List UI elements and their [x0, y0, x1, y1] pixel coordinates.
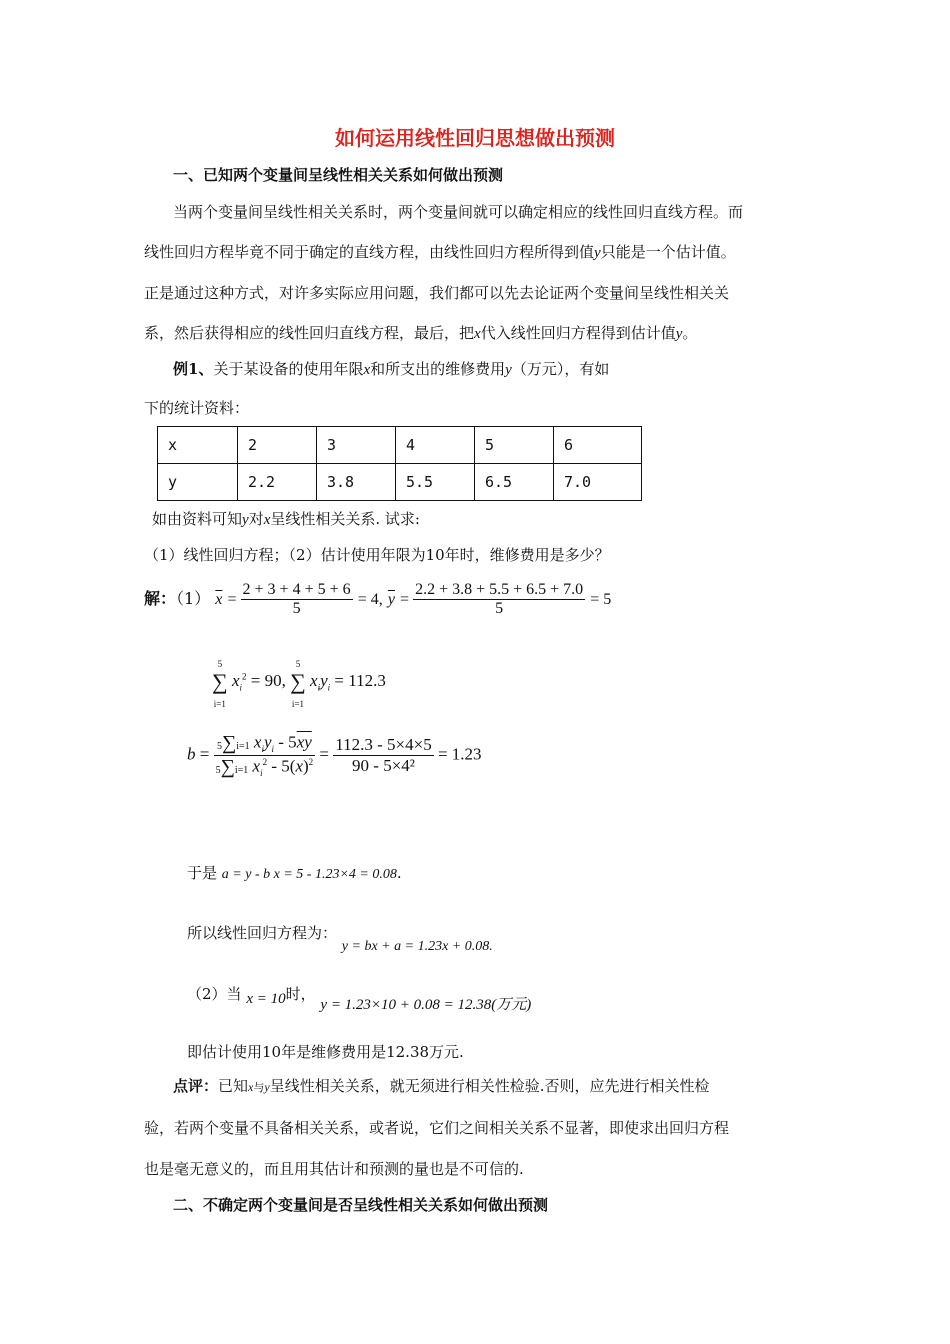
table-row — [158, 464, 642, 501]
mean-formulas: 解：（1） $\overline{x}$ = $\frac{2 + 3 + 4 + 5 + 6}{5}$ = 4, $\overline{y}$ = $\frac{2.2 + 3.8 + 5.5 + 6.5 + 7.0}{5}$ = 5 — [144, 581, 612, 617]
sum-formulas: 5 ∑ i=1 $x_i^2 = 90$, 5 ∑ i=1 $x_iy_i = 112.3$ — [212, 659, 386, 709]
prediction-line: （2）当 x = 10时， y = 1.23×10 + 0.08 = 12.38(万元) — [187, 985, 532, 1013]
data-note: 如由资料可知y对x呈线性相关关系. 试求: — [152, 510, 420, 528]
table-cell: 6.5 — [475, 464, 554, 501]
table-cell: x — [158, 427, 238, 464]
comment-line-1: 点评：已知x与y呈线性相关关系，就无须进行相关性检验.否则，应先进行相关性检 — [173, 1077, 710, 1095]
intercept-line: 于是 a = y - b x = 5 - 1.23×4 = 0.08. — [187, 864, 402, 882]
questions: （1）线性回归方程；（2）估计使用年限为10年时，维修费用是多少？ — [144, 546, 610, 564]
statistics-table — [157, 426, 642, 501]
comment-line-2: 验，若两个变量不具备相关关系，或者说，它们之间相关关系不显著，即使求出回归方程 — [144, 1119, 730, 1137]
table-cell: 6 — [554, 427, 642, 464]
section2-heading: 二、不确定两个变量间是否呈线性相关关系如何做出预测 — [173, 1196, 549, 1214]
example-line-2: 下的统计资料： — [144, 399, 250, 417]
table-row — [158, 427, 642, 464]
comment-line-3: 也是毫无意义的，而且用其估计和预测的量也是不可信的. — [144, 1160, 524, 1178]
paragraph-line-3: 正是通过这种方式，对许多实际应用问题，我们都可以先去论证两个变量间呈线性相关关 — [144, 284, 730, 302]
table-cell: y — [158, 464, 238, 501]
table-cell: 3.8 — [317, 464, 396, 501]
table-cell: 2 — [238, 427, 317, 464]
section1-heading: 一、已知两个变量间呈线性相关关系如何做出预测 — [173, 166, 504, 184]
slope-formula: b = $\frac{5\sum i=1 x_iy_i - 5\overline{xy}}{5\sum i=1 x_i^2 - 5(\overline{x})^2}$ = $\frac{112.3 - 5\times 4\times 5}{\text{90 - 5×4²}}$ = 1.23 — [187, 732, 482, 778]
paragraph-line-1: 当两个变量间呈线性相关关系时，两个变量间就可以确定相应的线性回归直线方程。而 — [173, 203, 744, 221]
table-cell: 5.5 — [396, 464, 475, 501]
page-title: 如何运用线性回归思想做出预测 — [335, 126, 615, 150]
regression-equation-line: 所以线性回归方程为： y = bx + a = 1.23x + 0.08. — [187, 924, 493, 954]
table-cell: 4 — [396, 427, 475, 464]
paragraph-line-2: 线性回归方程毕竟不同于确定的直线方程，由线性回归方程所得到值y只能是一个估计值。 — [144, 243, 736, 261]
example-line-1: 例1、关于某设备的使用年限x和所支出的维修费用y（万元），有如 — [173, 360, 610, 378]
conclusion: 即估计使用10年是维修费用是12.38万元. — [187, 1043, 464, 1061]
table-cell: 3 — [317, 427, 396, 464]
table-cell: 7.0 — [554, 464, 642, 501]
table-cell: 2.2 — [238, 464, 317, 501]
paragraph-line-4: 系，然后获得相应的线性回归直线方程，最后，把x代入线性回归方程得到估计值y。 — [144, 324, 698, 342]
table-cell: 5 — [475, 427, 554, 464]
